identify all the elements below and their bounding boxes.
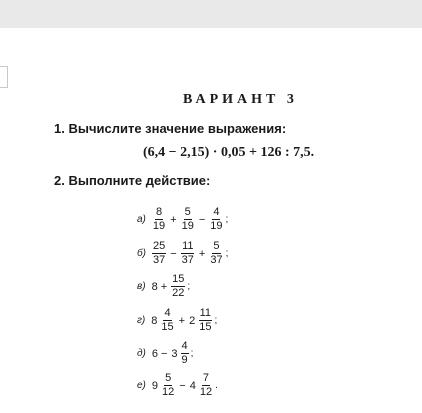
denominator: 19 <box>181 220 194 232</box>
numerator: 7 <box>202 372 210 384</box>
task-2-title <box>54 173 210 188</box>
numerator: 25 <box>152 240 166 252</box>
exercise-item-d <box>137 341 193 366</box>
operator: + <box>160 280 168 293</box>
exercise-item-e <box>137 373 218 398</box>
punctuation: ; <box>190 348 194 359</box>
whole-number: 3 <box>171 347 178 360</box>
fraction <box>152 241 166 266</box>
fraction <box>209 241 223 266</box>
numerator: 8 <box>155 206 163 218</box>
punctuation: . <box>215 380 218 391</box>
punctuation: ; <box>214 315 218 326</box>
operator: + <box>178 314 186 327</box>
variant-heading: ВАРИАНТ 3 <box>183 92 298 107</box>
denominator: 9 <box>181 354 188 366</box>
denominator: 19 <box>152 220 166 232</box>
denominator: 37 <box>210 254 223 266</box>
denominator: 15 <box>199 321 212 333</box>
task-1-number: 1. <box>54 121 65 136</box>
item-label: в) <box>137 281 146 292</box>
whole-number: 9 <box>151 379 159 392</box>
fraction <box>160 308 174 333</box>
numerator: 5 <box>184 206 191 218</box>
numerator: 4 <box>181 340 188 352</box>
punctuation: ; <box>187 281 191 292</box>
numerator: 5 <box>165 372 172 384</box>
whole-number: 8 <box>151 314 158 327</box>
item-label: а) <box>137 214 146 225</box>
numerator: 5 <box>213 240 220 252</box>
item-label: б) <box>137 248 146 259</box>
top-toolbar-strip <box>0 0 422 28</box>
denominator: 19 <box>210 220 223 232</box>
numerator: 4 <box>213 206 220 218</box>
denominator: 37 <box>152 254 166 266</box>
operator: − <box>198 213 206 226</box>
denominator: 37 <box>181 254 194 266</box>
whole-number: 8 <box>151 280 158 293</box>
fraction <box>209 207 223 232</box>
task-1-text: Вычислите значение выражения: <box>68 121 287 136</box>
numerator: 11 <box>182 240 194 252</box>
numerator: 11 <box>199 307 212 319</box>
denominator: 22 <box>172 287 185 299</box>
fraction <box>181 207 195 232</box>
task-2-text: Выполните действие: <box>68 173 211 188</box>
denominator: 12 <box>162 386 175 398</box>
operator: + <box>170 213 177 226</box>
operator: − <box>160 347 168 360</box>
fraction <box>198 308 212 333</box>
denominator: 12 <box>199 386 213 398</box>
punctuation: ; <box>225 214 229 225</box>
operator: − <box>179 379 186 392</box>
fraction <box>171 274 185 299</box>
exercise-item-g <box>137 308 217 333</box>
whole-number: 4 <box>189 379 196 392</box>
exercise-item-b <box>137 241 228 266</box>
numerator: 4 <box>164 307 171 319</box>
punctuation: ; <box>225 248 229 259</box>
exercise-item-v <box>137 274 190 299</box>
whole-number: 6 <box>151 347 158 360</box>
task-1-expression: (6,4 − 2,15) · 0,05 + 126 : 7,5. <box>143 145 315 160</box>
fraction <box>152 207 166 232</box>
fraction <box>161 373 175 398</box>
exercise-item-a <box>137 207 228 232</box>
operator: + <box>198 247 206 260</box>
fraction <box>199 373 213 398</box>
whole-number: 2 <box>189 314 196 327</box>
numerator: 15 <box>172 273 185 285</box>
page-edge-marker <box>0 66 8 88</box>
task-2-number: 2. <box>54 173 65 188</box>
denominator: 15 <box>161 321 174 333</box>
fraction <box>181 341 189 366</box>
item-label: г) <box>137 315 146 326</box>
item-label: д) <box>137 348 146 359</box>
item-label: е) <box>137 380 146 391</box>
fraction <box>181 241 195 266</box>
operator: − <box>170 247 177 260</box>
task-1-title <box>54 121 286 136</box>
